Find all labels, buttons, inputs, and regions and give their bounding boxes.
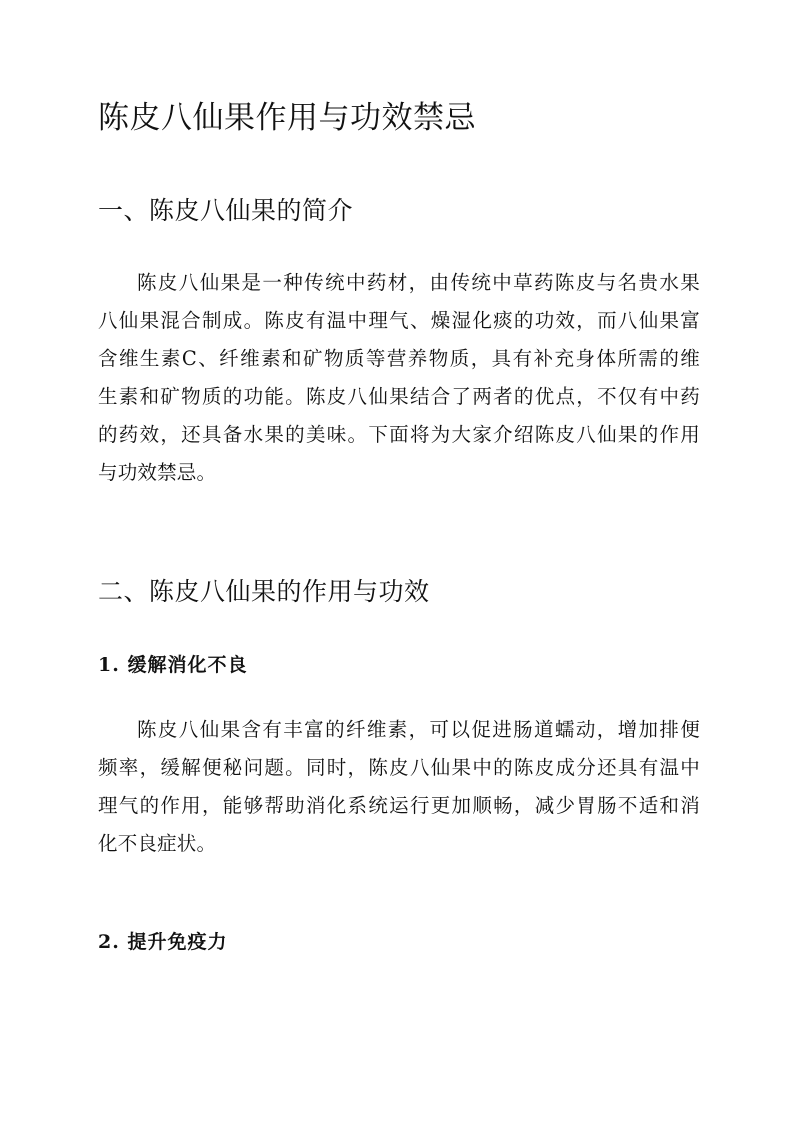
- paragraph-line: 的药效，还具备水果的美味。下面将为大家介绍陈皮八仙果的作用: [98, 423, 700, 446]
- paragraph-line: 理气的作用，能够帮助消化系统运行更加顺畅，减少胃肠不适和消: [98, 794, 700, 817]
- paragraph-line: 陈皮八仙果含有丰富的纤维素，可以促进肠道蠕动，增加排便: [137, 718, 700, 741]
- intro-paragraph: [98, 264, 700, 492]
- paragraph-line: 与功效禁忌。: [98, 461, 217, 484]
- paragraph-line: 化不良症状。: [98, 832, 217, 855]
- paragraph-line: 频率，缓解便秘问题。同时，陈皮八仙果中的陈皮成分还具有温中: [98, 756, 700, 779]
- paragraph-line: 八仙果混合制成。陈皮有温中理气、燥湿化痰的功效，而八仙果富: [98, 309, 700, 332]
- digestion-paragraph: [98, 711, 700, 863]
- document-title: 陈皮八仙果作用与功效禁忌: [98, 100, 476, 136]
- subheading-immunity: 2. 提升免疫力: [98, 931, 228, 953]
- section-heading-intro: 一、陈皮八仙果的简介: [98, 196, 354, 225]
- paragraph-line: 生素和矿物质的功能。陈皮八仙果结合了两者的优点，不仅有中药: [98, 385, 700, 408]
- paragraph-line: 含维生素C、纤维素和矿物质等营养物质，具有补充身体所需的维: [98, 347, 700, 370]
- subheading-digestion: 1. 缓解消化不良: [98, 654, 248, 676]
- section-heading-effects: 二、陈皮八仙果的作用与功效: [98, 577, 430, 606]
- paragraph-line: 陈皮八仙果是一种传统中药材，由传统中草药陈皮与名贵水果: [137, 271, 700, 294]
